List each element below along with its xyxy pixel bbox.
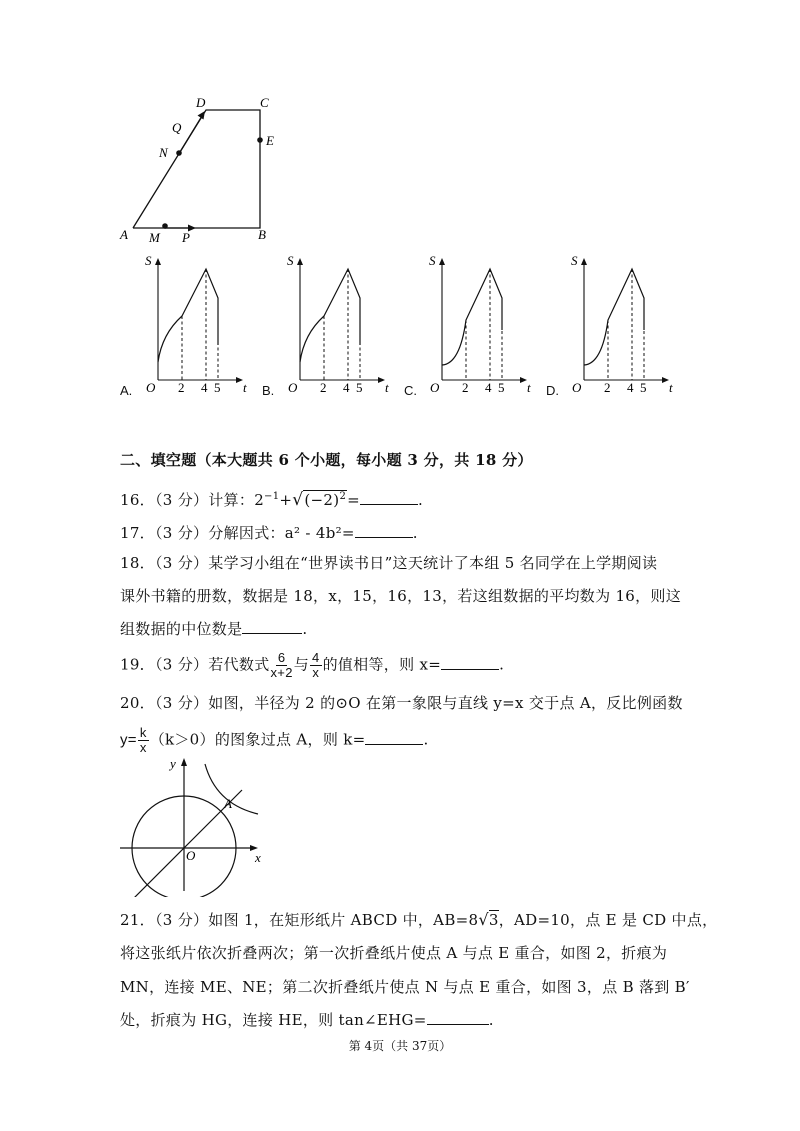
label-p: P <box>182 230 190 245</box>
s-arrow-icon <box>581 258 587 265</box>
label-m: M <box>149 230 160 245</box>
s-t-curve <box>442 269 502 365</box>
point-m <box>162 223 168 229</box>
question-18-line-2: 课外书籍的册数，数据是 18，x，15，16，13，若这组数据的平均数为 16，则这 <box>120 587 682 605</box>
label-o: O <box>146 380 156 395</box>
question-16: 16．（3 分）计算：$2^{-1}+√(-2)^2=$ . <box>120 490 424 510</box>
label-s: S <box>145 253 152 268</box>
answer-blank-16[interactable] <box>360 490 418 505</box>
tick-label: 4 <box>201 380 208 395</box>
trapezoid-figure <box>110 95 290 245</box>
s-t-curve <box>584 269 644 365</box>
label-o: O <box>572 380 582 395</box>
label-x: x <box>255 850 261 865</box>
tick-label: 2 <box>320 380 327 395</box>
label-s: S <box>287 253 294 268</box>
answer-blank-18[interactable] <box>242 619 302 634</box>
s-t-curve <box>300 269 360 362</box>
question-21-line-2: 将这张纸片依次折叠两次；第一次折叠纸片使点 A 与点 E 重合，如图 2，折痕为 <box>120 944 668 962</box>
label-y: y <box>170 756 176 771</box>
graph-option-c[interactable] <box>404 250 534 400</box>
tick-label: 4 <box>485 380 492 395</box>
trapezoid-outline <box>133 110 260 228</box>
question-21-line-1: 21．（3 分）如图 1，在矩形纸片 ABCD 中，AB=8√3，AD=10，点 E 是 CD 中点， <box>120 910 718 929</box>
tick-label: 2 <box>604 380 611 395</box>
label-t: t <box>385 380 389 395</box>
t-arrow-icon <box>662 377 669 383</box>
question-17: 17．（3 分）分解因式：a² ‑ 4b²= . <box>120 524 418 542</box>
circle-figure <box>118 752 268 897</box>
answer-blank-17[interactable] <box>355 523 413 538</box>
label-q: Q <box>172 120 182 135</box>
graph-option-a[interactable] <box>120 250 250 400</box>
answer-blank-20[interactable] <box>365 730 423 745</box>
tick-label: 2 <box>178 380 185 395</box>
page-footer: 第 4页（共 37页） <box>348 1039 452 1053</box>
graph-option-b[interactable] <box>262 250 392 400</box>
answer-blank-21[interactable] <box>427 1010 489 1025</box>
answer-blank-19[interactable] <box>441 655 499 670</box>
tick-label: 5 <box>640 380 647 395</box>
label-o: O <box>430 380 440 395</box>
question-18-line-1: 18．（3 分）某学习小组在“世界读书日”这天统计了本组 5 名同学在上学期阅读 <box>120 554 658 572</box>
label-t: t <box>243 380 247 395</box>
label-t: t <box>669 380 673 395</box>
fraction-4-over-x: $\frac{4}{x}$ <box>312 650 320 680</box>
question-20-line-2: y= $\frac{k}{x}$ （k＞0）的图象过点 A，则 k= . <box>120 725 429 755</box>
tick-label: 5 <box>214 380 221 395</box>
s-arrow-icon <box>297 258 303 265</box>
tick-label: 5 <box>356 380 363 395</box>
y-arrow-icon <box>181 758 187 766</box>
option-label: D. <box>546 383 559 398</box>
tick-label: 2 <box>462 380 469 395</box>
label-t: t <box>527 380 531 395</box>
graph-option-d[interactable] <box>546 250 676 400</box>
t-arrow-icon <box>378 377 385 383</box>
point-n <box>176 150 182 156</box>
s-arrow-icon <box>155 258 161 265</box>
tick-label: 4 <box>627 380 634 395</box>
label-d: D <box>196 95 206 110</box>
label-a: A <box>120 227 128 242</box>
t-arrow-icon <box>236 377 243 383</box>
label-b: B <box>258 227 266 242</box>
question-18-line-3: 组数据的中位数是 . <box>120 620 308 638</box>
label-e: E <box>266 133 274 148</box>
option-label: A. <box>120 383 133 398</box>
t-arrow-icon <box>520 377 527 383</box>
label-a-point: A <box>224 796 232 811</box>
label-o: O <box>288 380 298 395</box>
fraction-k-over-x: $\frac{k}{x}$ <box>139 725 147 755</box>
fraction-6-over-x-plus-2: $\frac{6}{x+2}$ <box>270 650 293 680</box>
tick-label: 5 <box>498 380 505 395</box>
label-c: C <box>260 95 269 110</box>
question-21-line-3: MN，连接 ME、NE；第二次折叠纸片使点 N 与点 E 重合，如图 3，点 B 落到 B′ <box>120 978 690 996</box>
question-21-line-4: 处，折痕为 HG，连接 HE，则 tan∠EHG= . <box>120 1011 494 1029</box>
label-o: O <box>186 848 196 863</box>
s-arrow-icon <box>439 258 445 265</box>
option-label: C. <box>404 383 417 398</box>
label-n: N <box>159 145 168 160</box>
option-label: B. <box>262 383 275 398</box>
tick-label: 4 <box>343 380 350 395</box>
question-20-line-1: 20．（3 分）如图，半径为 2 的⊙O 在第一象限与直线 y=x 交于点 A，反比例函数 <box>120 694 683 712</box>
label-s: S <box>571 253 578 268</box>
s-t-curve <box>158 269 218 362</box>
question-19: 19．（3 分）若代数式 $\frac{6}{x+2}$ 与 $\frac{4}{x}$ 的值相等，则 x= . <box>120 650 505 680</box>
section-heading: 二、填空题（本大题共 6 个小题，每小题 3 分，共 18 分） <box>120 451 533 469</box>
point-e <box>257 137 263 143</box>
label-s: S <box>429 253 436 268</box>
